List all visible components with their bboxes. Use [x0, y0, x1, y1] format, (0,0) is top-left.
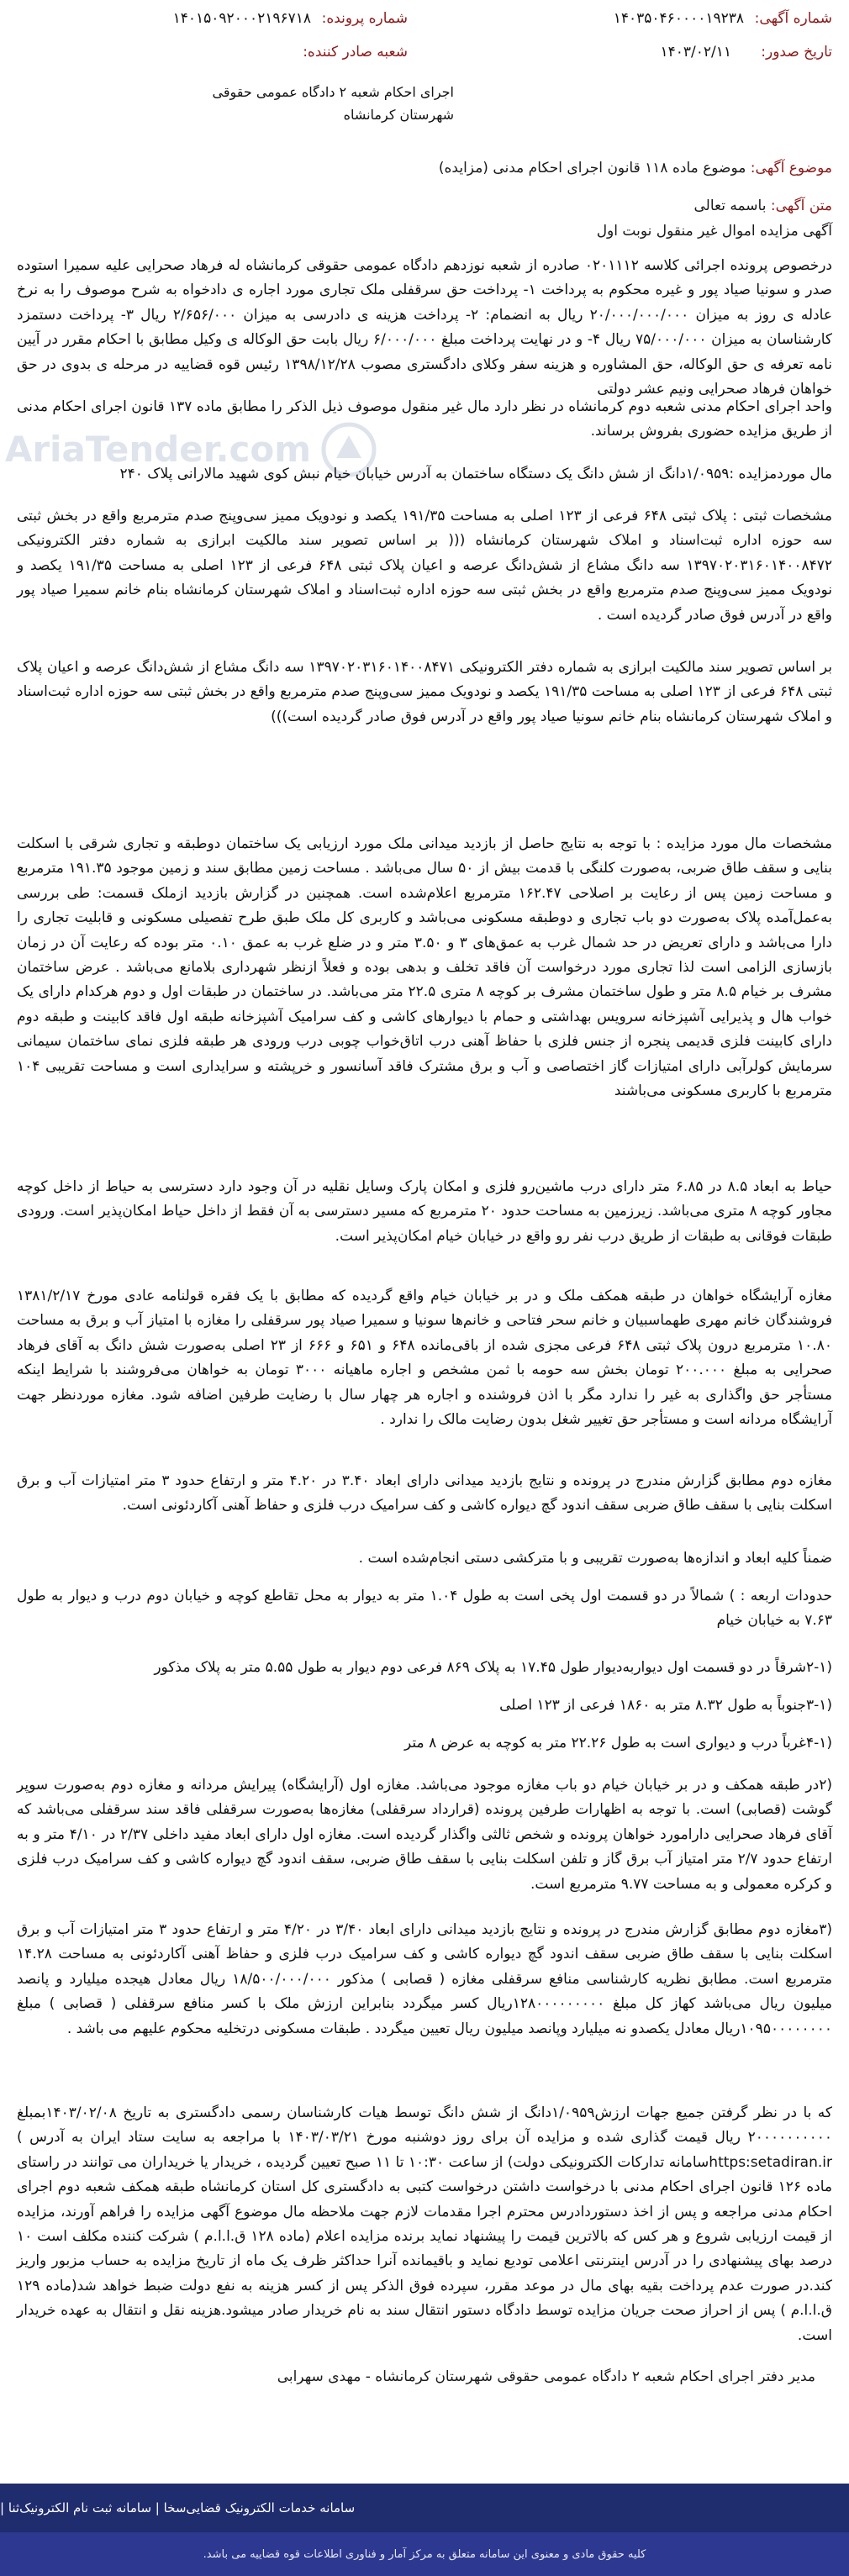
subject — [439, 160, 832, 176]
boundary-west: (۴-۱غرباً درب و دیواری است به طول ۲۲.۲۶ متر به کوچه به عرض ۸ متر — [404, 1735, 832, 1752]
case-number-label: شماره پرونده: — [321, 10, 408, 27]
issuer — [168, 81, 454, 126]
issuer-label: شعبه صادر کننده: — [303, 44, 408, 61]
ad-number: ۱۴۰۳۵۰۴۶۰۰۰۰۱۹۲۳۸ — [613, 10, 744, 27]
boundary-east: (۲-۱شرقاً در دو قسمت اول دیواربه‌دیوار طول ۱۷.۴۵ به پلاک ۸۶۹ فرعی دوم دیوار به طول ۵.۵۵ متر به پلاک مذکور — [154, 1659, 832, 1676]
boundary-south: (۳-۱جنوباً به طول ۸.۳۲ متر به ۱۸۶۰ فرعی از ۱۲۳ اصلی — [499, 1697, 832, 1714]
paragraph-10: ضمناً کلیه ابعاد و اندازه‌ها به‌صورت تقریبی و با مترکشی دستی انجام‌شده است . — [358, 1550, 832, 1567]
subject-label: موضوع آگهی: — [750, 160, 832, 176]
footer-links[interactable]: سامانه خدمات الکترونیک قضایی‌سخا | سامانه ثبت نام الکترونیک‌ثنا | — [0, 2500, 356, 2515]
case-number: ۱۴۰۱۵۰۹۲۰۰۰۲۱۹۶۷۱۸ — [172, 10, 311, 27]
issue-date-label: تاریخ صدور: — [761, 44, 832, 61]
subject-text: موضوع ماده ۱۱۸ قانون اجرای احکام مدنی (مزایده) — [438, 160, 746, 176]
issue-date: ۱۴۰۳/۰۲/۱۱ — [660, 44, 731, 61]
paragraph-4: مشخصات ثبتی : پلاک ثبتی ۶۴۸ فرعی از ۱۲۳ اصلی به مساحت ۱۹۱/۳۵ یکصد و نودویک ممیز سی‌وپنج صدم مترمربع واقع در بخش ثبتی سه حوزه اداره ثبت‌اسناد و املاک شهرستان کرمانشاه ((( بر اساس تصویر سند مالکیت ابرازی به شماره دفتر الکترونیکی ۱۳۹۷۰۲۰۳۱۶۰۱۴۰۰۸۴۷۲ سه دانگ مشاع از شش‌دانگ عرصه و اعیان پلاک ثبتی ۶۴۸ فرعی از ۱۲۳ اصلی به مساحت ۱۹۱/۳۵ یکصد و نودویک ممیز سی‌وپنج صدم مترمربع واقع در بخش ثبتی سه حوزه اداره ثبت‌اسناد و املاک شهرستان کرمانشاه بنام خانم سمیرا صیاد پور واقع در آدرس فوق صادر گردیده است . — [17, 508, 832, 624]
paragraph-5: بر اساس تصویر سند مالکیت ابرازی به شماره دفتر الکترونیکی ۱۳۹۷۰۲۰۳۱۶۰۱۴۰۰۸۴۷۱ سه دانگ مشاع از شش‌دانگ عرصه و اعیان پلاک ثبتی ۶۴۸ فرعی از ۱۲۳ اصلی به مساحت ۱۹۱/۳۵ یکصد و نودویک ممیز سی‌وپنج صدم مترمربع واقع در بخش ثبتی سه حوزه اداره ثبت‌اسناد و املاک شهرستان کرمانشاه بنام خانم سونیا صیاد پور واقع در آدرس فوق صادر گردیده است))) — [17, 659, 833, 725]
ad-number-label: شماره آگهی: — [754, 10, 832, 27]
issuer-name: اجرای احکام شعبه ۲ دادگاه عمومی حقوقی شهرستان کرمانشاه — [212, 84, 454, 123]
watermark-text: AriaTender.com — [4, 429, 311, 470]
paragraph-1: درخصوص پرونده اجرائی کلاسه ۰۲۰۱۱۱۲ صادره از شعبه نوزدهم دادگاه عمومی حقوقی کرمانشاه له فرهاد صحرایی علیه سمیرا استوده صدر و سونیا صیاد پور و غیره محکوم به پرداخت ۱- پرداخت حق سرقفلی ملک تجاری مورد اجاره ی دادخواه به شرح موصوف را به نرخ عادله ی روز به میزان ۲۰/۰۰۰/۰۰۰/۰۰۰ ریال به انضمام: ۲- پرداخت هزینه ی دادرسی به میزان ۲/۶۵۶/۰۰۰ ریال ۳- پرداخت دستمزد کارشناسان به میزان ۷۵/۰۰۰/۰۰۰ ریال ۴- و در نهایت پرداخت مبلغ ۶/۰۰۰/۰۰۰ ریال بابت حق الوکاله ی وکیل مطابق با احکام مقرر در آیین نامه تعرفه ی حق الوکاله، حق المشاوره و هزینه سفر وکلای دادگستری مصوب ۱۳۹۸/۱۲/۲۸ رئیس قوه قضاییه در مرحله ی بدوی در حق خواهان فرهاد صحرایی ونیم عشر دولتی — [17, 257, 833, 398]
paragraph-auction-terms: که با در نظر گرفتن جمیع جهات ارزش۱/۰۹۵۹دانگ از شش دانگ توسط هیات کارشناسان رسمی دادگستری به تاریخ ۱۴۰۳/۰۲/۰۸بمبلغ ۲۰۰۰۰۰۰۰۰۰۰ ریال قیمت گذاری شده و مزایده آن برای روز دوشنبه مورخ ۱۴۰۳/۰۳/۲۱ با مراجعه به سایت ستاد ایران به آدرس ) https:setadiran.irسامانه تدارکات الکترونیکی دولت) از ساعت ۱۰:۳۰ تا ۱۱ صبح تعیین گردیده ، خریدار یا خریداران می توانند در راستای ماده ۱۲۶ قانون اجرای احکام مدنی با درخواست داشتن درخواست کتبی به دادگستری کل استان کرمانشاه طبقه همکف شعبه دوم اجرای احکام مدنی مراجعه و پس از اخذ دستوردادرس محترم اجرا مقدمات لازم جهت ملاحظه مال موضوع آگهی مزایده را فراهم آورند، مزایده از قیمت ارزیابی شروع و هر کس که بالاترین قیمت را پیشنهاد نماید برنده مزایده اعلام (ماده ۱۲۸ ق.ا.ا.م ) شرکت کننده مکلف است ۱۰ درصد بهای پیشنهادی را در آدرس اینترنتی اعلامی تودیع نماید و باقیمانده آنرا حداکثر ظرف یک ماه از تاریخ مزایده به حساب مزبور واریز کند.در صورت عدم پرداخت بقیه بهای مال در موعد مقرر، سپرده فوق الذکر پس از کسر هزینه به نفع دولت ضبط خواهد شد(ماده ۱۲۹ ق.ا.ا.م ) پس از احراز صحت جریان مزایده توسط دادگاه دستور انتقال سند به نام خریدار صادر میشود.هزینه نقل و انتقال به عهده خریدار است. — [17, 2105, 833, 2344]
paragraph-2: واحد اجرای احکام مدنی شعبه دوم کرمانشاه در نظر دارد مال غیر منقول موصوف ذیل الذکر را مطابق ماده ۱۳۷ قانون اجرای احکام مدنی از طریق مزایده حضوری بفروش برساند. — [17, 398, 832, 440]
footer-links-bar — [0, 2484, 849, 2532]
ad-text-header — [597, 193, 832, 244]
ad-text-label: متن آگهی: — [770, 198, 832, 214]
boundary-north: حدودات اربعه : ) شمالاً در دو قسمت اول پخی است به طول ۱.۰۴ متر به دیوار به محل تقاطع کوچه و خیابان دوم درب و دیوار به طول ۷.۶۳ به خیابان خیام — [17, 1588, 832, 1630]
signature-line: مدیر دفتر اجرای احکام شعبه ۲ دادگاه عمومی حقوقی شهرستان کرمانشاه - مهدی سهرابی — [277, 2368, 815, 2385]
paragraph-7: حیاط به ابعاد ۸.۵ در ۶.۸۵ متر دارای درب ماشین‌رو فلزی و امکان پارک وسایل نقلیه در آن وجود دارد دسترسی به حیاط از داخل کوچه مجاور کوچه ۸ متری می‌باشد. زیرزمین به مساحت حدود ۲۰ مترمربع که مسیر دسترسی به آن فقط از داخل حیاط امکان‌پذیر است. ورودی طبقات فوقانی به طبقات از طریق درب نفر رو واقع در خیابان خیام امکان‌پذیر است. — [17, 1178, 832, 1245]
paragraph-8: مغازه آرایشگاه خواهان در طبقه همکف ملک و در بر خیابان خیام واقع گردیده که مطابق با یک فقره قولنامه عادی مورخ ۱۳۸۱/۲/۱۷ فروشندگان خانم مهری طهماسبیان و خانم سحر فتاحی و خانم‌ها سونیا و سمیرا صیاد پور سرقفلی را مغازه با امتیاز آب و برق به مساحت ۱۰.۸۰ مترمربع درون پلاک ثبتی ۶۴۸ فرعی مجزی شده از باقی‌مانده ۶۴۸ و ۶۵۱ و ۶۶۶ از ۲۳ اصلی به‌صورت شش دانگ به آقای فرهاد صحرایی به مبلغ ۲۰۰.۰۰۰ تومان بخش سه حومه با ثمن مشخص و اجاره ماهیانه ۳۰۰۰ تومان به خواهان می‌فروشند با شرایط اینکه مستأجر حق واگذاری به غیر را ندارد مگر با اذن فروشنده و اجاره هر چهار سال با رضایت طرفین اضافه شود. مغازه موردنظر جهت آرایشگاه مردانه است و مستأجر حق تغییر شغل بدون رضایت مالک را ندارد . — [17, 1288, 832, 1429]
ad-title: آگهی مزایده اموال غیر منقول نوبت اول — [596, 223, 832, 240]
footer-copyright-bar — [0, 2532, 849, 2576]
issue-date-row — [0, 44, 849, 69]
ad-greeting: باسمه تعالی — [693, 198, 767, 214]
ad-number-row — [0, 10, 849, 35]
paragraph-second-shop: (۳مغازه دوم مطابق گزارش مندرج در پرونده و نتایج بازدید میدانی دارای ابعاد ۳/۴۰ در ۴/۲۰ متر و ارتفاع حدود ۳ متر امتیازات آب و برق اسکلت بنایی با سقف طاق ضربی سقف اندود گچ دیواره کاشی و کف سرامیک درب فلزی و حفاظ آهنی آکاردئونی به مساحت ۱۴.۲۸ مترمربع است. مطابق نظریه کارشناسی منافع سرقفلی مغازه ( قصابی ) مذکور ۱۸/۵۰۰/۰۰۰/۰۰۰ ریال معادل هیجده میلیارد و پانصد میلیون ریال می‌باشد کهاز کل مبلغ ۱۲۸۰۰۰۰۰۰۰۰۰ریال کسر میگردد بنابراین ارزش ملک با کسر منافع سرقفلی ( قصابی ) مبلغ ۱۰۹۵۰۰۰۰۰۰۰۰ریال معادل یکصدو نه میلیارد وپانصد میلیون ریال تعیین میگردد . طبقات مسکونی درتخلیه محکوم علیهم می باشد . — [17, 1921, 833, 2037]
paragraph-3: مال موردمزایده :۱/۰۹۵۹دانگ از شش دانگ یک دستگاه ساختمان به آدرس خیابان خیام نبش کوی شهید مالارانی پلاک ۲۴۰ — [119, 466, 832, 482]
footer-copyright: کلیه حقوق مادی و معنوی این سامانه متعلق به مرکز آمار و فناوری اطلاعات قوه قضاییه می باشد. — [203, 2547, 646, 2561]
paragraph-shops: (۲در طبقه همکف و در بر خیابان خیام دو باب مغازه موجود می‌باشد. مغازه اول (آرایشگاه) پیرایش مردانه و مغازه دوم به‌صورت سوپر گوشت (قصابی) است. با توجه به اظهارات طرفین پرونده (قرارداد سرقفلی) مغازه‌ها به‌صورت سرقفلی فاقد سند سرقفلی می‌باشد که آقای فرهاد صحرایی دارامورد خواهان پرونده و شخص ثالثی واگذار گردیده است. مغازه اول دارای ابعاد مفید داخلی ۲/۳۷ در ۴/۱۰ متر و به ارتفاع حدود ۲/۷ متر امتیاز آب برق گاز و تلفن اسکلت بنایی با سقف طاق ضربی، سقف اندود گچ دیواره کاشی و کف سرامیک درب فلزی و کرکره معمولی و به مساحت ۹.۷۷ مترمربع است. — [17, 1777, 832, 1893]
paragraph-6: مشخصات مال مورد مزایده : با توجه به نتایج حاصل از بازدید میدانی ملک مورد ارزیابی یک ساختمان دوطبقه و تجاری شرقی با اسکلت بنایی و سقف طاق ضربی، به‌صورت کلنگی با قدمت بیش از ۵۰ سال می‌باشد . مساحت زمین مطابق سند و زمین موجود ۱۹۱.۳۵ مترمربع و مساحت زمین پس از رعایت بر اصلاحی ۱۶۲.۴۷ مترمربع اعلام‌شده است. همچنین در گزارش بازدید ازملک قسمت: طی بررسی به‌عمل‌آمده پلاک به‌صورت دو باب تجاری و دوطبقه مسکونی می‌باشد و کاربری کل ملک طبق طرح تفصیلی مسکونی و قابلیت تجاری را دارا می‌باشد و دارای تعریض در حد شمال غرب به عمق‌های ۳ و ۳.۵۰ متر و در ضلع غرب به عمق ۰.۱۰ متر بوده که رعایت آن در زمان بازسازی الزامی است لذا تجاری مورد درخواست آن فاقد تخلف و بدهی بوده و فعلاً ازنظر شهرداری بلامانع می‌باشد . عرض ساختمان مشرف بر خیام ۸.۵ متر و طول ساختمان مشرف بر کوچه ۸ متری ۲۲.۵ متر می‌باشد. در ساختمان در طبقات اول و دوم هرکدام دارای یک خواب هال و پذیرایی آشپزخانه سرویس بهداشتی و حمام با دیوارهای کاشی و کف سرامیک آشپزخانه طبقه اول فاقد کابینت و طبقه دوم دارای کابینت فلزی قدیمی پنجره از جنس فلزی با حفاظ آهنی درب اتاق‌خواب چوبی درب ورودی هر طبقه فلزی نمای ساختمان سیمانی سرمایش کولرآبی دارای امتیازات گاز اختصاصی و آب و برق مشترک فاقد آسانسور و خرپشته و سرایداری است و مساحت تقریبی ۱۰۴ مترمربع با کاربری مسکونی می‌باشند — [17, 835, 833, 1100]
paragraph-9: مغازه دوم مطابق گزارش مندرج در پرونده و نتایج بازدید میدانی دارای ابعاد ۳.۴۰ در ۴.۲۰ متر و ارتفاع حدود ۳ متر امتیازات آب و برق اسکلت بنایی با سقف طاق ضربی سقف اندود گچ دیواره کاشی و کف سرامیک درب فلزی و حفاظ آهنی آکاردئونی است. — [17, 1472, 833, 1515]
